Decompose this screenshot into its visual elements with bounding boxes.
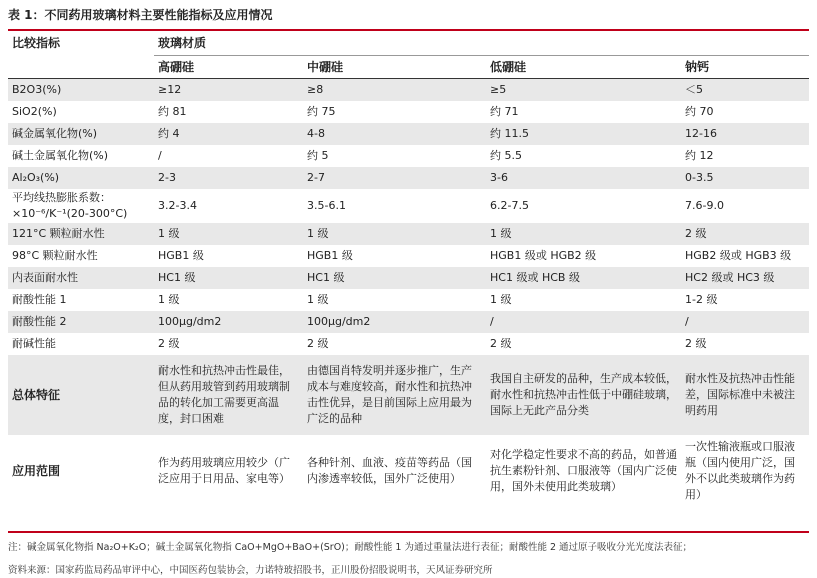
table-cell: 约 12 [681, 145, 809, 167]
table-cell: HC1 级 [154, 267, 303, 289]
table-row [8, 333, 809, 355]
row-label: SiO2(%) [8, 101, 154, 123]
bottom-rule [8, 531, 809, 533]
table-title: 表 1：不同药用玻璃材料主要性能指标及应用情况 [8, 8, 273, 22]
glass-comparison-table [8, 31, 809, 507]
compare-header: 比较指标 [8, 31, 154, 79]
table-cell: 3.2-3.4 [154, 189, 303, 223]
row-label: 耐碱性能 [8, 333, 154, 355]
row-label: 121°C 颗粒耐水性 [8, 223, 154, 245]
table-cell: 约 81 [154, 101, 303, 123]
table-cell: 1 级 [303, 223, 486, 245]
table-cell: ≥8 [303, 79, 486, 102]
table-row [8, 101, 809, 123]
column-header: 高硼硅 [154, 56, 303, 79]
table-cell: 约 75 [303, 101, 486, 123]
table-cell: 1-2 级 [681, 289, 809, 311]
table-cell: 2 级 [681, 223, 809, 245]
row-label: 应用范围 [8, 435, 154, 507]
table-cell: 耐水性及抗热冲击性能差，国际标准中未被注明药用 [681, 355, 809, 435]
table-row [8, 435, 809, 507]
table-cell: 2 级 [681, 333, 809, 355]
table-cell: 一次性输液瓶或口服液瓶（国内使用广泛，国外不以此类玻璃作为药用） [681, 435, 809, 507]
table-row [8, 311, 809, 333]
table-cell: 100μg/dm2 [303, 311, 486, 333]
table-cell: HGB1 级 [303, 245, 486, 267]
row-label: 耐酸性能 2 [8, 311, 154, 333]
table-row [8, 189, 809, 223]
table-row [8, 245, 809, 267]
table-cell: 1 级 [154, 223, 303, 245]
table-cell: 约 5.5 [486, 145, 681, 167]
table-cell: 约 11.5 [486, 123, 681, 145]
glass-material-header: 玻璃材质 [154, 31, 809, 56]
table-cell: 12-16 [681, 123, 809, 145]
table-cell: 3.5-6.1 [303, 189, 486, 223]
table-cell: ≥5 [486, 79, 681, 102]
table-cell: 耐水性和抗热冲击性最佳，但从药用玻管到药用玻璃制品的转化加工需要更高温度，封口困难 [154, 355, 303, 435]
table-cell: 作为药用玻璃应用较少（广泛应用于日用品、家电等） [154, 435, 303, 507]
table-row [8, 355, 809, 435]
table-cell: 我国自主研发的品种，生产成本较低，耐水性和抗热冲击性低于中硼硅玻璃，国际上无此产品分类 [486, 355, 681, 435]
table-cell: 2 级 [486, 333, 681, 355]
table-cell: / [486, 311, 681, 333]
header-row-1 [8, 31, 809, 56]
table-cell: 2 级 [154, 333, 303, 355]
table-cell: 0-3.5 [681, 167, 809, 189]
table-cell: 1 级 [154, 289, 303, 311]
table-cell: ≥12 [154, 79, 303, 102]
table-cell: 对化学稳定性要求不高的药品，如普通抗生素粉针剂、口服液等（国内广泛使用，国外未使用此类玻璃） [486, 435, 681, 507]
table-cell: 3-6 [486, 167, 681, 189]
table-cell: 约 4 [154, 123, 303, 145]
table-cell: 6.2-7.5 [486, 189, 681, 223]
table-cell: 由德国肖特发明并逐步推广，生产成本与难度较高，耐水性和抗热冲击性优异，是目前国际上应用最为广泛的品种 [303, 355, 486, 435]
table-cell: 约 5 [303, 145, 486, 167]
table-cell: 7.6-9.0 [681, 189, 809, 223]
table-cell: HC1 级 [303, 267, 486, 289]
column-header: 钠钙 [681, 56, 809, 79]
column-header: 低硼硅 [486, 56, 681, 79]
table-cell: 4-8 [303, 123, 486, 145]
table-cell: 1 级 [303, 289, 486, 311]
row-label: 总体特征 [8, 355, 154, 435]
table-note: 注：碱金属氧化物指 Na₂O+K₂O；碱土金属氧化物指 CaO+MgO+BaO+(SrO)；耐酸性能 1 为通过重量法进行表征；耐酸性能 2 通过原子吸收分光光度法表征； [8, 542, 693, 553]
row-label: 耐酸性能 1 [8, 289, 154, 311]
table-cell: ＜5 [681, 79, 809, 102]
table-row [8, 223, 809, 245]
table-cell: 2-7 [303, 167, 486, 189]
table-cell: 约 71 [486, 101, 681, 123]
table-cell: / [681, 311, 809, 333]
table-cell: HC1 级或 HCB 级 [486, 267, 681, 289]
row-label: B2O3(%) [8, 79, 154, 102]
table-cell: 1 级 [486, 223, 681, 245]
data-source: 资料来源：国家药监局药品审评中心，中国医药包装协会，力诺特玻招股书，正川股份招股说明书，天风证券研究所 [8, 565, 493, 576]
row-label: 碱土金属氧化物(%) [8, 145, 154, 167]
table-cell: 2 级 [303, 333, 486, 355]
table-cell: 2-3 [154, 167, 303, 189]
row-label: 98°C 颗粒耐水性 [8, 245, 154, 267]
row-label: Al₂O₃(%) [8, 167, 154, 189]
table-cell: HGB2 级或 HGB3 级 [681, 245, 809, 267]
row-label: 碱金属氧化物(%) [8, 123, 154, 145]
table-cell: HC2 级或 HC3 级 [681, 267, 809, 289]
table-cell: 约 70 [681, 101, 809, 123]
table-row [8, 123, 809, 145]
table-row [8, 267, 809, 289]
table-row [8, 79, 809, 102]
table-cell: HGB1 级 [154, 245, 303, 267]
table-cell: / [154, 145, 303, 167]
table-cell: 各种针剂、血液、疫苗等药品（国内渗透率较低，国外广泛使用） [303, 435, 486, 507]
table-row [8, 145, 809, 167]
row-label: 平均线热膨胀系数：×10⁻⁶/K⁻¹(20-300°C) [8, 189, 154, 223]
table-cell: 1 级 [486, 289, 681, 311]
column-header: 中硼硅 [303, 56, 486, 79]
table-row [8, 167, 809, 189]
table-cell: 100μg/dm2 [154, 311, 303, 333]
table-cell: HGB1 级或 HGB2 级 [486, 245, 681, 267]
table-row [8, 289, 809, 311]
row-label: 内表面耐水性 [8, 267, 154, 289]
